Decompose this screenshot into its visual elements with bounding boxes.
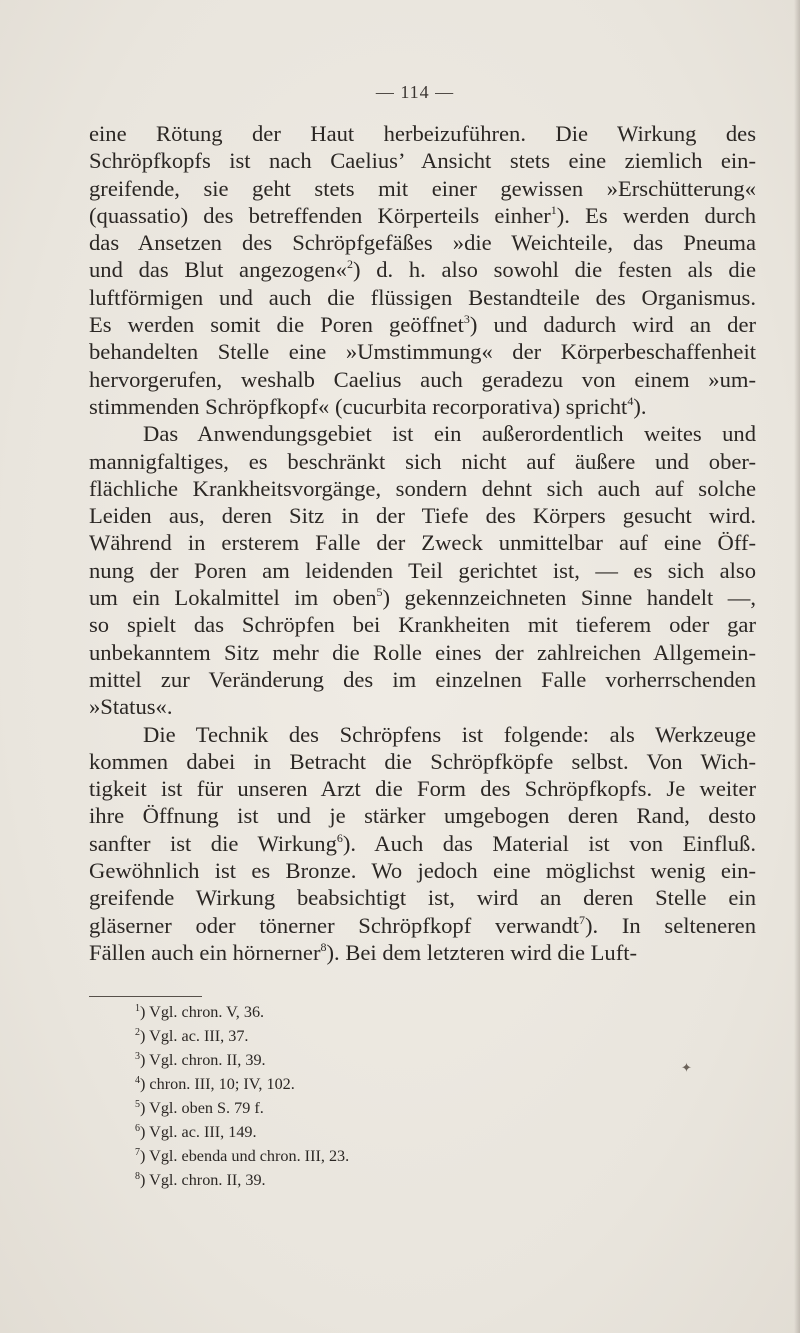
text-line [89, 611, 756, 638]
text-segment: Gewöhnlich ist es Bronze. Wo jedoch eine möglichst wenig ein- [89, 858, 756, 884]
text-segment: ). Bei dem letzteren wird die Luft- [326, 939, 638, 965]
footnote-ref[interactable]: 8 [320, 939, 327, 954]
footnote-text: ) chron. III, 10; IV, 102. [140, 1075, 295, 1093]
text-segment: Während in ersterem Falle der Zweck unmittelbar auf eine Öff- [89, 530, 756, 556]
text-segment: ) d. h. also sowohl die festen als die [352, 257, 756, 283]
text-segment: luftförmigen und auch die flüssigen Bestandteile des Organismus. [89, 284, 756, 310]
footnote-number: 4 [135, 1075, 140, 1086]
text-line [89, 311, 756, 338]
text-line [89, 366, 756, 393]
text-line [89, 229, 756, 256]
text-line [89, 529, 756, 556]
text-line [89, 584, 756, 611]
text-line [89, 802, 756, 829]
footnote-number: 6 [135, 1123, 140, 1134]
text-line [89, 502, 756, 529]
text-segment: ). Auch das Material ist von Einfluß. [342, 830, 756, 856]
paragraph-3 [89, 721, 756, 967]
footnote-item [135, 1120, 535, 1144]
text-line [89, 338, 756, 365]
text-segment: und das Blut angezogen« [89, 257, 347, 283]
text-line [89, 666, 756, 693]
text-line [89, 830, 756, 857]
footnote-ref[interactable]: 3 [463, 312, 470, 327]
text-line [89, 120, 756, 147]
footnote-item [135, 1072, 535, 1096]
text-segment: stimmenden Schröpfkopf« (cucurbita recorporativa) spricht [89, 393, 628, 419]
footnote-ref[interactable]: 6 [336, 830, 343, 845]
text-segment: gläserner oder tönerner Schröpfkopf verwandt [89, 912, 580, 938]
paragraph-1 [89, 120, 756, 420]
text-line [89, 693, 756, 720]
body-text [89, 120, 756, 966]
footnote-text: ) Vgl. oben S. 79 f. [140, 1099, 264, 1117]
text-segment: hervorgerufen, weshalb Caelius auch geradezu von einem »um- [89, 366, 756, 392]
text-segment: das Ansetzen des Schröpfgefäßes »die Weichteile, das Pneuma [89, 230, 756, 256]
text-segment: kommen dabei in Betracht die Schröpfköpfe selbst. Von Wich- [89, 748, 756, 774]
text-segment: eine Rötung der Haut herbeizuführen. Die Wirkung des [89, 121, 756, 146]
text-segment: mittel zur Veränderung des im einzelnen Falle vorherrschenden [89, 666, 756, 692]
text-line [89, 420, 756, 447]
text-line [89, 202, 756, 229]
text-line [89, 857, 756, 884]
footnote-ref[interactable]: 2 [346, 257, 353, 272]
footnote-text: ) Vgl. chron. II, 39. [140, 1171, 266, 1189]
text-segment: »Status«. [89, 694, 173, 720]
text-segment: mannigfaltiges, es beschränkt sich nicht auf äußere und ober- [89, 448, 756, 474]
footnote-text: ) Vgl. ebenda und chron. III, 23. [140, 1147, 350, 1165]
text-segment: Fällen auch ein hörnerner [89, 939, 321, 965]
text-segment: greifende Wirkung beabsichtigt ist, wird an deren Stelle ein [89, 885, 756, 911]
text-line [89, 721, 756, 748]
footnote-text: ) Vgl. ac. III, 149. [140, 1123, 257, 1141]
text-segment: Das Anwendungsgebiet ist ein außerordentlich weites und [143, 421, 756, 447]
text-line [89, 884, 756, 911]
text-segment: unbekanntem Sitz mehr die Rolle eines der zahlreichen Allgemein- [89, 639, 756, 665]
text-line [89, 448, 756, 475]
footnote-number: 5 [135, 1099, 140, 1110]
text-segment: um ein Lokalmittel im oben [89, 585, 377, 611]
text-segment: ). In selteneren [585, 912, 756, 938]
footnote-item [135, 1048, 535, 1072]
ink-speck-mark: ✦ [681, 1060, 692, 1075]
text-segment: (quassatio) des betreffenden Körperteils einher [89, 202, 551, 228]
footnote-ref[interactable]: 5 [376, 585, 383, 600]
footnote-ref[interactable]: 1 [550, 202, 557, 217]
text-segment: tigkeit ist für unseren Arzt die Form des Schröpfkopfs. Je weiter [89, 776, 756, 802]
footnote-number: 7 [135, 1147, 140, 1158]
footnote-number: 1 [135, 1003, 140, 1014]
footnote-item [135, 1144, 535, 1168]
page-edge-shadow [794, 0, 800, 1333]
text-line [89, 147, 756, 174]
footnote-item [135, 1096, 535, 1120]
text-line [89, 775, 756, 802]
footnote-item [135, 1168, 535, 1192]
text-segment: ). Es werden durch [556, 202, 756, 228]
footnote-number: 2 [135, 1027, 140, 1038]
text-segment: Leiden aus, deren Sitz in der Tiefe des Körpers gesucht wird. [89, 503, 756, 529]
text-line [89, 284, 756, 311]
footnote-text: ) Vgl. chron. V, 36. [140, 1003, 265, 1021]
footnote-number: 3 [135, 1051, 140, 1062]
text-segment: Schröpfkopfs ist nach Caelius’ Ansicht stets eine ziemlich ein- [89, 148, 756, 174]
text-segment: sanfter ist die Wirkung [89, 830, 337, 856]
text-segment: ) und dadurch wird an der [469, 312, 756, 338]
text-segment: behandelten Stelle eine »Umstimmung« der Körperbeschaffenheit [89, 339, 756, 365]
text-segment: so spielt das Schröpfen bei Krankheiten mit tieferem oder gar [89, 612, 756, 638]
text-line [89, 939, 756, 966]
page-number: — 114 — [375, 82, 455, 102]
footnotes [135, 1000, 535, 1192]
footnote-text: ) Vgl. ac. III, 37. [140, 1027, 249, 1045]
text-segment: Es werden somit die Poren geöffnet [89, 312, 464, 338]
text-line [89, 256, 756, 283]
paragraph-2 [89, 420, 756, 720]
footnote-item [135, 1024, 535, 1048]
text-line [89, 748, 756, 775]
footnote-ref[interactable]: 4 [627, 393, 634, 408]
text-segment: ). [633, 393, 647, 419]
text-line [89, 557, 756, 584]
footnote-number: 8 [135, 1171, 140, 1182]
footnote-ref[interactable]: 7 [579, 912, 586, 927]
text-line [89, 639, 756, 666]
text-segment: greifende, sie geht stets mit einer gewissen »Erschütterung« [89, 175, 756, 201]
footnote-item [135, 1000, 535, 1024]
text-segment: ihre Öffnung ist und je stärker umgebogen deren Rand, desto [89, 803, 756, 829]
text-segment: Die Technik des Schröpfens ist folgende: als Werkzeuge [143, 721, 756, 747]
text-line [89, 175, 756, 202]
footnote-text: ) Vgl. chron. II, 39. [140, 1051, 266, 1069]
text-segment: nung der Poren am leidenden Teil gerichtet ist, — es sich also [89, 557, 756, 583]
text-line [89, 475, 756, 502]
footnote-rule [89, 996, 202, 997]
text-segment: ) gekennzeichneten Sinne handelt —, [382, 585, 756, 611]
text-segment: flächliche Krankheitsvorgänge, sondern dehnt sich auch auf solche [89, 475, 756, 501]
text-line [89, 912, 756, 939]
text-line [89, 393, 756, 420]
